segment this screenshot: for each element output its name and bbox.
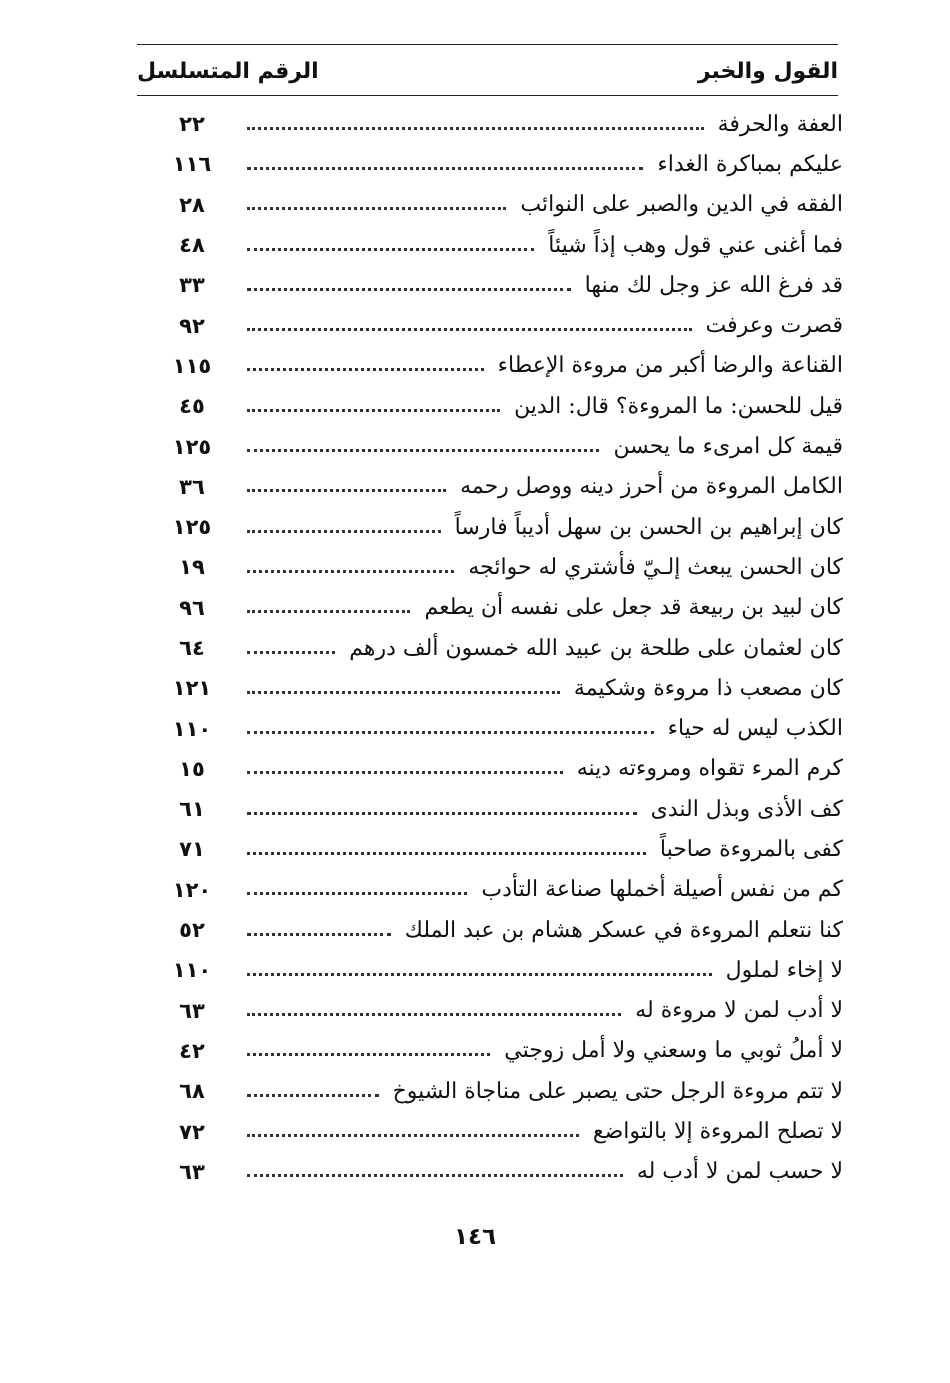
index-entry — [137, 265, 843, 305]
dot-leader — [247, 812, 637, 815]
entry-text: لا إخاء لملول — [725, 957, 843, 983]
dot-leader — [247, 368, 484, 371]
index-entry — [137, 547, 843, 587]
dot-leader — [247, 771, 563, 774]
entry-number: ١٢٥ — [172, 515, 212, 540]
entry-number: ١١٥ — [172, 353, 212, 378]
index-entry — [137, 668, 843, 708]
index-entry — [137, 104, 843, 144]
entry-text: الفقه في الدين والصبر على النوائب — [520, 192, 843, 218]
index-entry — [137, 305, 843, 345]
entry-number: ٩٢ — [179, 313, 205, 338]
index-entry — [137, 225, 843, 265]
dot-leader — [247, 610, 410, 613]
entry-number: ١٢٠ — [172, 877, 212, 902]
entry-text: كرم المرء تقواه ومروءته دينه — [576, 756, 843, 782]
entry-text: لا أملُ ثوبي ما وسعني ولا أمل زوجتي — [504, 1038, 843, 1064]
dot-leader — [247, 1134, 579, 1137]
entry-text: فما أغنى عني قول وهب إذاً شيئاً — [548, 232, 843, 258]
entry-number: ١١٦ — [172, 152, 212, 177]
entry-number: ٦٨ — [179, 1079, 205, 1104]
entry-number: ٢٢ — [179, 112, 205, 137]
index-entry — [137, 467, 843, 507]
dot-leader — [247, 651, 335, 654]
entry-number: ٣٣ — [179, 273, 205, 298]
index-entry — [137, 346, 843, 386]
header-number-title: الرقم المتسلسل — [137, 58, 319, 84]
entry-text: كان لبيد بن ربيعة قد جعل على نفسه أن يطعم — [424, 595, 843, 621]
entry-text: قيل للحسن: ما المروءة؟ قال: الدين — [514, 393, 843, 419]
dot-leader — [247, 852, 646, 855]
entry-number: ١٩ — [179, 555, 205, 580]
entry-text: لا أدب لمن لا مروءة له — [635, 998, 843, 1024]
dot-leader — [247, 570, 454, 573]
entry-number: ١٢٥ — [172, 434, 212, 459]
entry-text: قصرت وعرفت — [705, 313, 843, 339]
entry-number: ٩٦ — [179, 595, 205, 620]
entry-text: كنا نتعلم المروءة في عسكر هشام بن عبد الملك — [404, 917, 843, 943]
entry-text: كف الأذى وبذل الندى — [650, 796, 843, 822]
entry-number: ٦١ — [179, 797, 205, 822]
index-entry — [137, 991, 843, 1031]
dot-leader — [247, 1053, 490, 1056]
entry-text: لا تصلح المروءة إلا بالتواضع — [592, 1119, 843, 1145]
entry-number: ٢٨ — [179, 192, 205, 217]
dot-leader — [247, 933, 391, 936]
index-entry — [137, 144, 843, 184]
dot-leader — [247, 207, 506, 210]
entry-text: كان الحسن يبعث إلـيّ فأشتري له حوائجه — [468, 554, 843, 580]
index-entry — [137, 829, 843, 869]
entry-text: الكذب ليس له حياء — [667, 716, 843, 742]
entry-number: ١٥ — [179, 756, 205, 781]
entry-number: ١١٠ — [172, 716, 212, 741]
index-entry — [137, 185, 843, 225]
dot-leader — [247, 489, 446, 492]
index-entry — [137, 950, 843, 990]
index-entries — [137, 104, 843, 1192]
entry-number: ٤٢ — [179, 1038, 205, 1063]
entry-text: قد فرغ الله عز وجل لك منها — [584, 272, 843, 298]
dot-leader — [247, 449, 599, 452]
page-number: ١٤٦ — [453, 1224, 497, 1250]
entry-number: ١٢١ — [172, 676, 212, 701]
index-entry — [137, 588, 843, 628]
dot-leader — [247, 409, 500, 412]
dot-leader — [247, 973, 712, 976]
entry-text: عليكم بمباكرة الغداء — [657, 151, 843, 177]
index-entry — [137, 910, 843, 950]
dot-leader — [247, 288, 571, 291]
dot-leader — [247, 691, 560, 694]
index-entry — [137, 1031, 843, 1071]
dot-leader — [247, 167, 643, 170]
entry-number: ٧٢ — [179, 1119, 205, 1144]
header-saying-title: القول والخبر — [697, 58, 838, 84]
index-entry — [137, 789, 843, 829]
entry-number: ٦٤ — [179, 636, 205, 660]
entry-text: كفى بالمروءة صاحباً — [659, 836, 843, 862]
dot-leader — [247, 892, 467, 895]
dot-leader — [247, 328, 692, 331]
entry-text: لا تتم مروءة الرجل حتى يصبر على مناجاة الشيوخ — [392, 1078, 843, 1104]
entry-text: القناعة والرضا أكبر من مروءة الإعطاء — [497, 353, 843, 379]
entry-text: الكامل المروءة من أحرز دينه ووصل رحمه — [460, 474, 843, 500]
index-entry — [137, 507, 843, 547]
entry-text: كان إبراهيم بن الحسن بن سهل أديباً فارساً — [454, 514, 843, 540]
dot-leader — [247, 731, 654, 734]
index-entry — [137, 386, 843, 426]
index-entry — [137, 628, 843, 668]
entry-text: لا حسب لمن لا أدب له — [636, 1159, 843, 1185]
entry-number: ٦٣ — [179, 1159, 205, 1184]
dot-leader — [247, 530, 441, 533]
entry-number: ٧١ — [179, 837, 205, 862]
entry-text: كان مصعب ذا مروءة وشكيمة — [573, 675, 843, 701]
entry-number: ٥٢ — [179, 918, 205, 943]
dot-leader — [247, 1174, 623, 1177]
dot-leader — [247, 127, 704, 130]
entry-text: العفة والحرفة — [717, 111, 843, 137]
entry-number: ٣٦ — [179, 474, 205, 499]
index-header — [137, 52, 838, 90]
entry-text: قيمة كل امرىء ما يحسن — [613, 434, 843, 460]
index-entry — [137, 708, 843, 748]
dot-leader — [247, 248, 534, 251]
entry-number: ١١٠ — [172, 958, 212, 983]
dot-leader — [247, 1013, 621, 1016]
index-entry — [137, 870, 843, 910]
entry-text: كان لعثمان على طلحة بن عبيد الله خمسون ألف درهم — [349, 635, 843, 661]
index-entry — [137, 1111, 843, 1151]
top-rule — [137, 44, 838, 45]
index-entry — [137, 1071, 843, 1111]
entry-number: ٤٥ — [179, 394, 205, 419]
header-rule — [137, 95, 838, 96]
index-entry — [137, 426, 843, 466]
index-entry — [137, 1152, 843, 1192]
dot-leader — [247, 1094, 379, 1097]
index-entry — [137, 749, 843, 789]
entry-number: ٤٨ — [179, 233, 205, 258]
entry-number: ٦٣ — [179, 998, 205, 1023]
entry-text: كم من نفس أصيلة أخملها صناعة التأدب — [481, 877, 843, 903]
